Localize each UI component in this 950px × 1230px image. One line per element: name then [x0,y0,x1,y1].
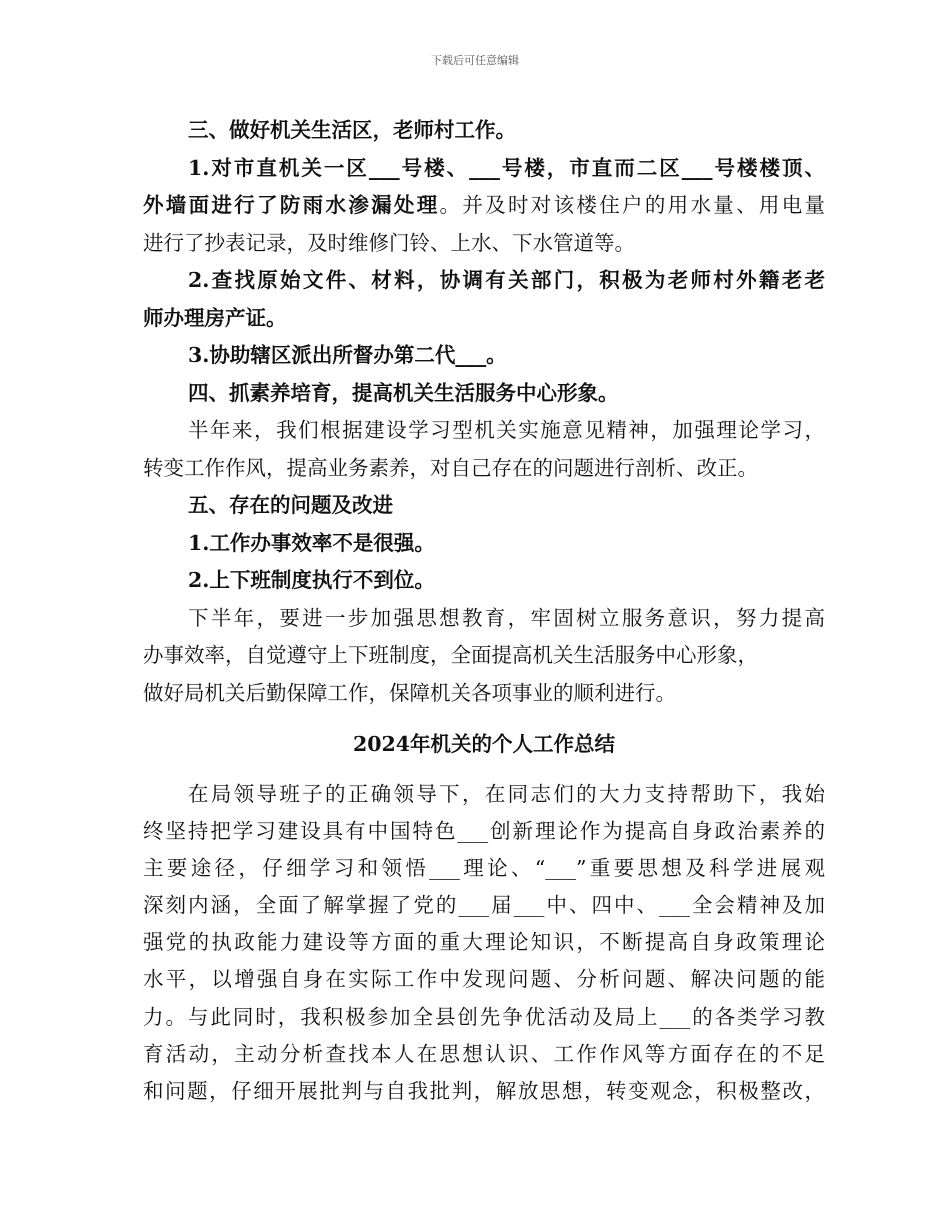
text-line: 办事效率，自觉遵守上下班制度，全面提高机关生活服务中心形象， [143,643,758,667]
text-line: 在局领导班子的正确领导下，在同志们的大力支持帮助下，我始 [188,782,825,806]
text-line: 三、做好机关生活区，老师村工作。 [188,118,516,142]
text-line: 强党的执政能力建设等方面的重大理论知识，不断提高自身政策理论 [143,930,825,955]
text-line: 主要途径，仔细学习和领悟___理论、“___”重要思想及科学进展观 [143,856,825,881]
document-title: 2024年机关的个人工作总结 [352,732,616,756]
text-line: 2.查找原始文件、材料，协调有关部门，积极为老师村外籍老老 [188,268,825,292]
text-line: 和问题，仔细开展批判与自我批判，解放思想，转变观念，积极整改， [143,1078,825,1103]
text-line: 1.工作办事效率不是很强。 [188,530,435,555]
text-line: 下半年，要进一步加强思想教育，牢固树立服务意识，努力提高 [188,605,825,630]
text-line: 四、抓素养培育，提高机关生活服务中心形象。 [188,380,619,405]
document-body [143,112,825,1110]
text-line: 深刻内涵，全面了解掌握了党的___届___中、四中、___全会精神及加 [143,893,825,918]
text-line: 五、存在的问题及改进 [188,493,393,517]
text-line: 师办理房产证。 [143,305,287,330]
text-line: 转变工作作风，提高业务素养，对自己存在的问题进行剖析、改正。 [143,455,758,480]
bold-text: 外墙面进行了防雨水渗漏处理 [143,193,440,217]
text-line: 做好局机关后勤保障工作，保障机关各项事业的顺利进行。 [143,680,676,705]
text-line: 2.上下班制度执行不到位。 [188,568,435,592]
section-one [143,112,825,712]
page-header-note: 下载后可任意编辑 [431,54,519,67]
text-line: 终坚持把学习建设具有中国特色___创新理论作为提高自身政治素养的 [143,819,825,844]
text-line: 进行了抄表记录，及时维修门铃、上水、下水管道等。 [143,230,635,255]
text-line: 3.协助辖区派出所督办第二代___。 [188,343,507,367]
section-two [143,776,825,1110]
text-line [143,187,825,225]
text-line: 1.对市直机关一区___号楼、___号楼，市直而二区___号楼楼顶、 [188,155,825,180]
text-line: 水平，以增强自身在实际工作中发现问题、分析问题、解决问题的能 [143,967,825,992]
text-line: 半年来，我们根据建设学习型机关实施意见精神，加强理论学习， [188,418,825,442]
text-line: 育活动，主动分析查找本人在思想认识、工作作风等方面存在的不足 [143,1041,825,1066]
plain-text: 。并及时对该楼住户的用水量、用电量 [439,193,825,217]
text-line: 力。与此同时，我积极参加全县创先争优活动及局上___的各类学习教 [143,1004,825,1029]
